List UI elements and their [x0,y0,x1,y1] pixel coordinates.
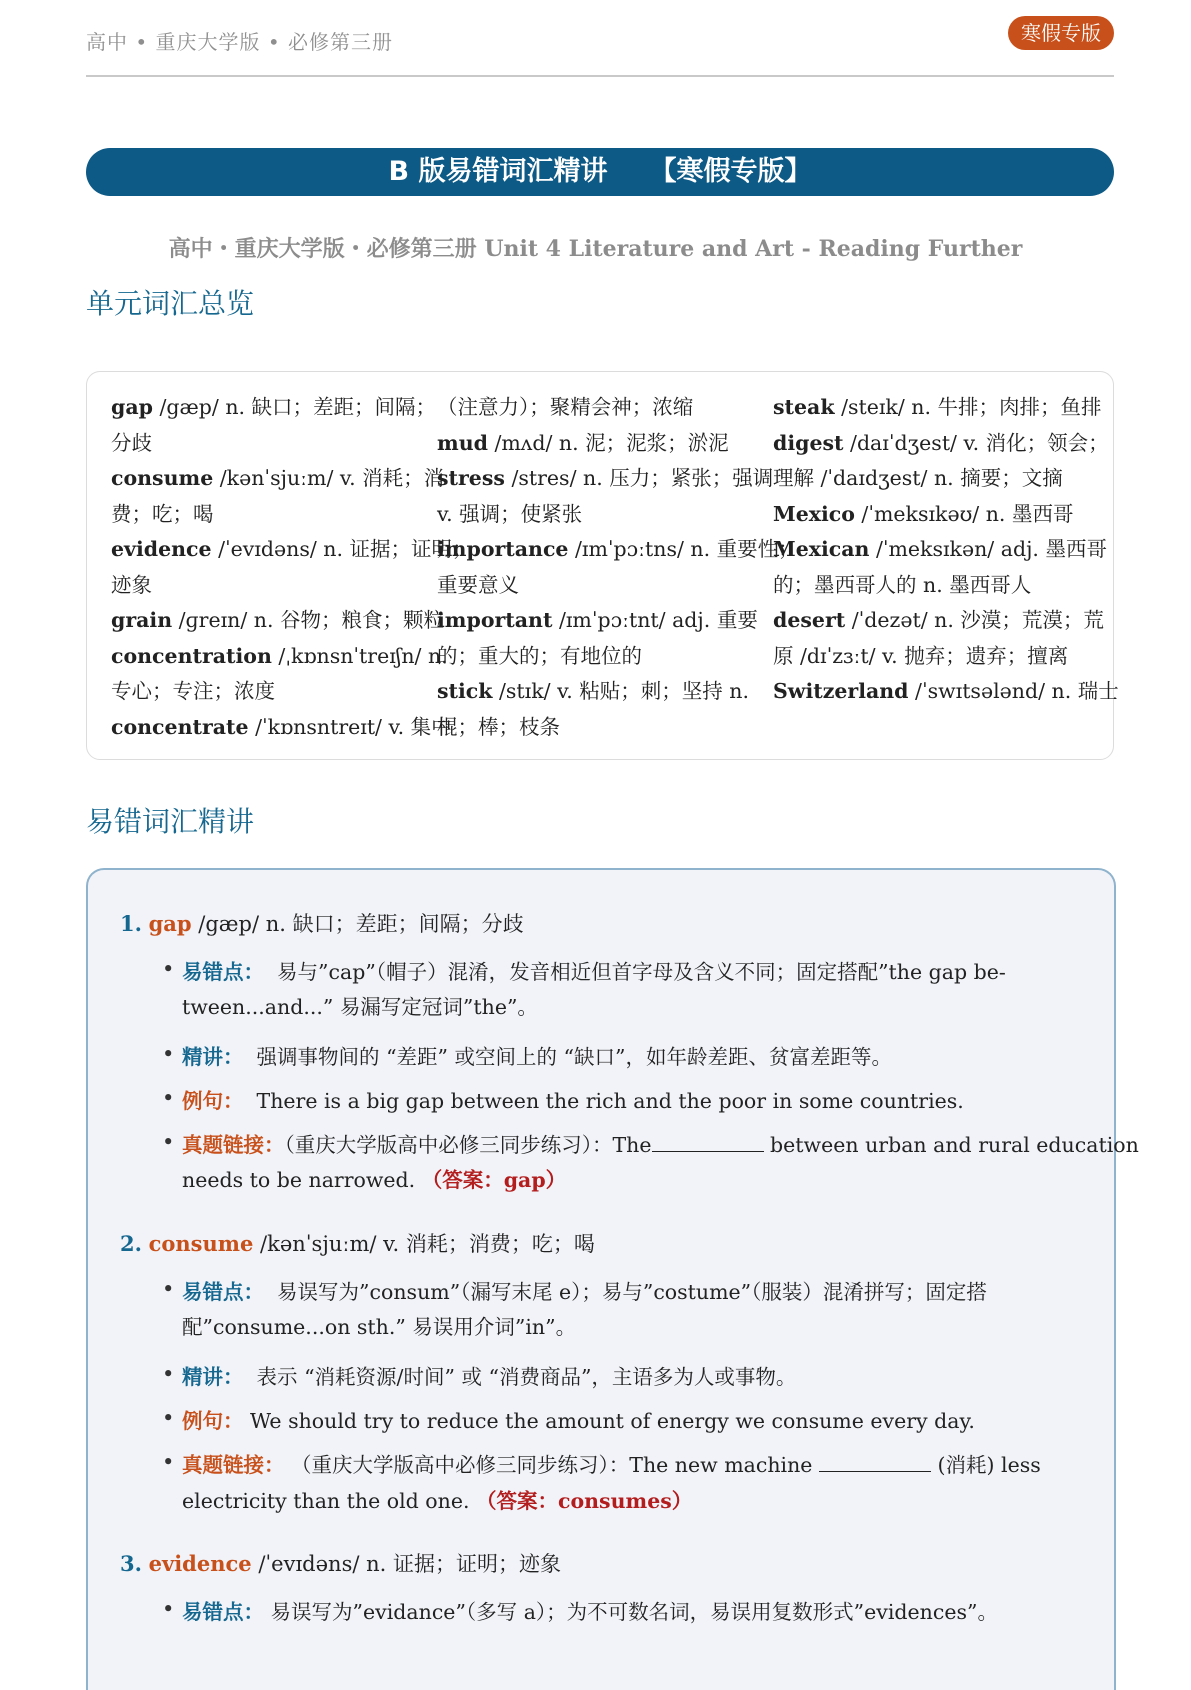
mistake-line-cont: 配”consume...on sth.” 易误用介词”in”。 [182,1315,577,1339]
example-label: 例句： [182,1409,244,1433]
answer-text: （答案：consumes） [476,1489,693,1513]
vocab-row [773,674,1119,710]
real-text: （重庆大学版高中必修三同步练习）：The new machine [291,1453,813,1477]
entry-head [120,1548,561,1578]
vocab-text: /ɪmˈpɔːtnt/ adj. 重要 [552,608,758,632]
vocab-text: 理解 /ˈdaɪdʒest/ n. 摘要；文摘 [773,466,1063,490]
banner-title: B 版易错词汇精讲 [388,156,608,187]
explain-text: 表示 “消耗资源/时间” 或 “消费商品”，主语多为人或事物。 [256,1365,797,1389]
vocab-word: steak [773,395,835,419]
vocab-text: /mʌd/ n. 泥；泥浆；淤泥 [487,430,729,455]
vocab-row [111,568,401,604]
mistake-label: 易错点： [182,960,264,984]
vocab-text: /stɪk/ v. 粘贴；刺；坚持 n. [492,679,749,703]
vocab-text: 原 /dɪˈzɜːt/ v. 抛弃；遗弃；擅离 [773,643,1069,668]
real-line-cont [182,1163,566,1193]
vocab-row [773,390,1102,426]
mistake-label: 易错点： [182,1280,264,1304]
vocab-word: Switzerland [773,679,909,703]
vocab-text: /ɪmˈpɔːtns/ n. 重要性； [568,537,799,561]
example-text: We should try to reduce the amount of energy we consume every day. [250,1409,975,1433]
vocab-row [111,603,445,639]
vocab-row [773,426,1109,462]
vocab-row [111,532,473,568]
vocab-row [111,426,401,462]
vocab-text: /ˈmeksɪkəʊ/ n. 墨西哥 [854,501,1074,526]
vocab-text: /steɪk/ n. 牛排；肉排；鱼排 [834,395,1102,419]
vocab-row [437,674,749,710]
vocab-word: grain [111,608,173,632]
vocab-row [773,532,1107,568]
vocab-word: stress [437,466,505,490]
vocab-word: concentrate [111,714,249,739]
banner-edition: 【寒假专版】 [649,156,812,187]
vocab-word: desert [773,608,846,632]
vocab-row [111,710,452,746]
vocab-row [773,639,1093,675]
vocab-word: consume [111,466,214,490]
real-label: 真题链接： [182,1133,285,1157]
entry-definition: /ˈevɪdəns/ n. 证据；证明；迹象 [251,1552,561,1576]
example-line [182,1404,975,1434]
edition-badge: 寒假专版 [1008,16,1114,50]
vocab-word: digest [773,430,844,455]
mistake-line [182,1275,987,1305]
vocab-text: 专心；专注；浓度 [111,679,275,703]
vocab-row [773,461,1093,497]
vocab-word: gap [111,395,153,419]
explain-line [182,1360,796,1390]
real-text-cont: between urban and rural education [770,1133,1139,1157]
example-text: There is a big gap between the rich and the poor in some countries. [256,1089,964,1113]
vocab-text: 分歧 [111,430,152,455]
vocab-word: stick [437,679,493,703]
vocab-text: /ɡreɪn/ n. 谷物；粮食；颗粒 [172,608,445,632]
vocab-row [437,603,758,639]
vocab-word: Mexico [773,501,855,526]
entry-word: evidence [148,1551,252,1576]
mistake-line [182,1595,998,1625]
entry-head [120,908,524,938]
vocab-text: /ˈswɪtsələnd/ n. 瑞士 [908,679,1119,703]
answer-text: （答案：gap） [421,1168,567,1192]
mistake-text: 易与”cap”（帽子）混淆，发音相近但首字母及含义不同；固定搭配”the gap be- [277,960,1006,984]
vocab-row [437,426,737,462]
entry-number: 1. [120,911,142,936]
vocab-word: mud [437,430,488,455]
entry-definition: /gæp/ n. 缺口；差距；间隔；分歧 [191,912,524,936]
example-line [182,1084,964,1114]
vocab-row [437,390,737,426]
vocab-word: importance [437,537,569,561]
real-text-end: electricity than the old one. [182,1489,476,1513]
entry-head [120,1228,595,1258]
mistake-text: 易误写为”evidance”（多写 a）；为不可数名词，易误用复数形式”evidences”。 [270,1600,998,1624]
real-line-cont [182,1484,692,1514]
entry-word: consume [148,1231,254,1256]
vocab-column-2 [437,390,799,745]
vocab-text: /gæp/ n. 缺口；差距；间隔； [152,395,437,419]
entry-number: 3. [120,1551,142,1576]
vocab-row [773,568,1093,604]
vocab-row [437,639,737,675]
vocab-row [773,497,1093,533]
vocab-text: /kənˈsjuːm/ v. 消耗；消 [213,466,445,490]
vocab-text: /stres/ n. 压力；紧张；强调 [504,466,774,490]
vocab-text: 重要意义 [437,572,519,597]
vocab-word: important [437,608,553,632]
vocab-text: /ˌkɒnsnˈtreɪʃn/ n. [271,643,448,668]
mistake-label: 易错点： [182,1600,264,1624]
vocab-row [437,532,799,568]
vocab-row [437,568,737,604]
entry-definition: /kənˈsjuːm/ v. 消耗；消费；吃；喝 [253,1232,595,1256]
section-title-overview: 单元词汇总览 [86,287,255,320]
mistake-line-cont: tween...and...” 易漏写定冠词”the”。 [182,995,538,1019]
explain-label: 精讲： [182,1365,244,1389]
real-text: （重庆大学版高中必修三同步练习）：The [284,1133,652,1157]
vocab-row [437,461,774,497]
vocab-column-3 [773,390,1119,710]
vocab-text: /ˈevɪdəns/ n. 证据；证明； [211,537,473,561]
vocab-word: concentration [111,643,272,668]
entry-number: 2. [120,1231,142,1256]
vocab-row [111,461,445,497]
explain-label: 精讲： [182,1045,244,1069]
vocab-overview-box [86,371,1119,760]
vocab-word: Mexican [773,537,870,561]
answer-blank [652,1135,764,1152]
vocab-text: /ˈdezət/ n. 沙漠；荒漠；荒 [845,608,1104,632]
header-divider [86,75,1114,77]
vocab-word: evidence [111,537,212,561]
real-text-cont: (消耗) less [937,1453,1041,1477]
vocab-row [437,497,737,533]
real-line [182,1128,1139,1158]
title-banner [86,148,1114,196]
vocab-text: /ˈkɒnsntreɪt/ v. 集中 [248,714,452,739]
document-subtitle: 高中・重庆大学版・必修第三册 Unit 4 Literature and Art - Reading Further [168,236,1023,262]
mistake-text: 易误写为”consum”（漏写末尾 e）；易与”costume”（服装）混淆拼写；固定搭 [277,1280,987,1304]
vocab-row [111,390,437,426]
entry-word: gap [148,911,192,936]
vocab-row [773,603,1104,639]
real-label: 真题链接： [182,1453,285,1477]
vocab-text: /ˈmeksɪkən/ adj. 墨西哥 [869,537,1107,561]
vocab-row [437,710,737,746]
vocab-text: （注意力）；聚精会神；浓缩 [437,395,694,419]
vocab-row [111,674,401,710]
vocab-row [111,639,448,675]
section-title-detail: 易错词汇精讲 [86,805,255,838]
example-label: 例句： [182,1089,244,1113]
vocab-text: 棍；棒；枝条 [437,714,560,739]
vocab-row [111,497,401,533]
real-line [182,1448,1041,1478]
vocab-text: /daɪˈdʒest/ v. 消化；领会； [843,430,1109,455]
vocab-text: 迹象 [111,572,152,597]
vocab-text: 费；吃；喝 [111,501,214,526]
mistake-line [182,955,1006,985]
vocab-text: 的；重大的；有地位的 [437,643,642,668]
explain-line [182,1040,892,1070]
vocab-text: 的；墨西哥人的 n. 墨西哥人 [773,572,1032,597]
vocab-text: v. 强调；使紧张 [437,501,583,526]
running-header: 高中 • 重庆大学版 • 必修第三册 [86,30,394,54]
explain-text: 强调事物间的 “差距” 或空间上的 “缺口”，如年龄差距、贫富差距等。 [256,1045,893,1069]
answer-blank [819,1455,931,1472]
real-text-end: needs to be narrowed. [182,1168,422,1192]
